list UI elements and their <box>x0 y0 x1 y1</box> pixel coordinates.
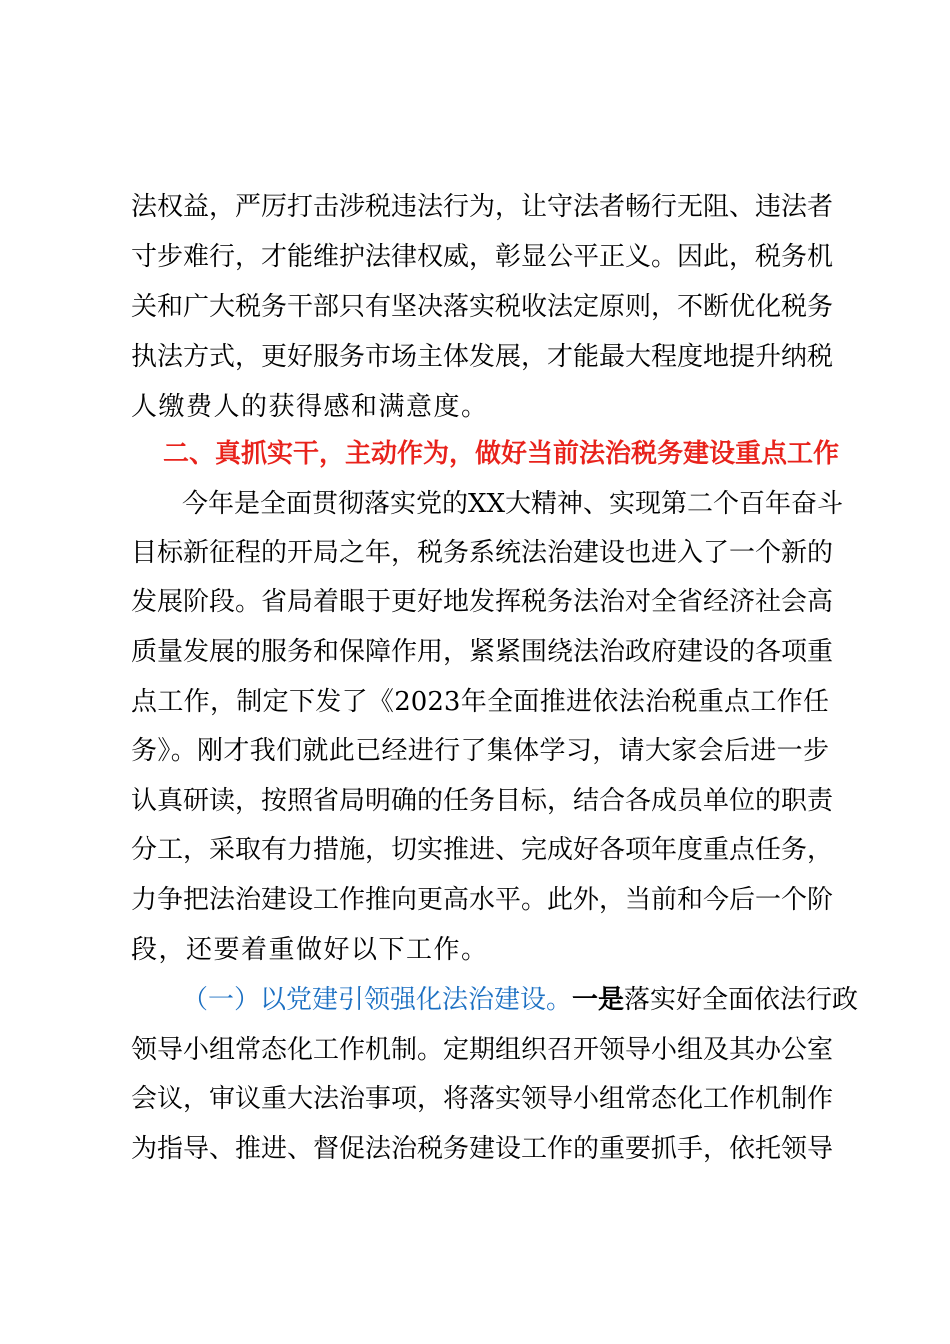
paragraph-line: 为指导、推进、督促法治税务建设工作的重要抓手，依托领导 <box>131 1134 834 1164</box>
paragraph-line: 质量发展的服务和保障作用，紧紧围绕法治政府建设的各项重 <box>131 637 834 667</box>
subsection-heading: （一）以党建引领强化法治建设。 <box>182 985 573 1015</box>
paragraph-line: 执法方式，更好服务市场主体发展，才能最大程度地提升纳税 <box>131 342 834 372</box>
paragraph-line: 目标新征程的开局之年，税务系统法治建设也进入了一个新的 <box>131 538 834 568</box>
paragraph-line: 关和广大税务干部只有坚决落实税收法定原则，不断优化税务 <box>131 292 834 322</box>
paragraph-line: 段，还要着重做好以下工作。 <box>131 935 489 965</box>
enumeration-lead: 一是 <box>572 985 625 1015</box>
paragraph-line: 点工作，制定下发了《2023年全面推进依法治税重点工作任 <box>131 687 829 717</box>
paragraph-line: 发展阶段。省局着眼于更好地发挥税务法治对全省经济社会高 <box>131 587 834 617</box>
paragraph-line: 今年是全面贯彻落实党的XX大精神、实现第二个百年奋斗 <box>182 489 844 519</box>
paragraph-line: 寸步难行，才能维护法律权威，彰显公平正义。因此，税务机 <box>131 242 834 272</box>
paragraph-line <box>182 980 859 1020</box>
paragraph-line: 会议，审议重大法治事项，将落实领导小组常态化工作机制作 <box>131 1084 834 1114</box>
paragraph-line: 法权益，严厉打击涉税违法行为，让守法者畅行无阻、违法者 <box>131 192 834 222</box>
paragraph-line: 领导小组常态化工作机制。定期组织召开领导小组及其办公室 <box>131 1035 834 1065</box>
paragraph-line: 认真研读，按照省局明确的任务目标，结合各成员单位的职责 <box>131 786 834 816</box>
paragraph-line: 分工，采取有力措施，切实推进、完成好各项年度重点任务， <box>131 835 834 865</box>
section-heading: 二、真抓实干，主动作为，做好当前法治税务建设重点工作 <box>163 439 840 469</box>
paragraph-line: 务》。刚才我们就此已经进行了集体学习，请大家会后进一步 <box>131 736 829 766</box>
paragraph-line: 力争把法治建设工作推向更高水平。此外，当前和今后一个阶 <box>131 885 834 915</box>
paragraph-line: 人缴费人的获得感和满意度。 <box>131 392 489 422</box>
paragraph-text: 落实好全面依法行政 <box>624 985 859 1015</box>
